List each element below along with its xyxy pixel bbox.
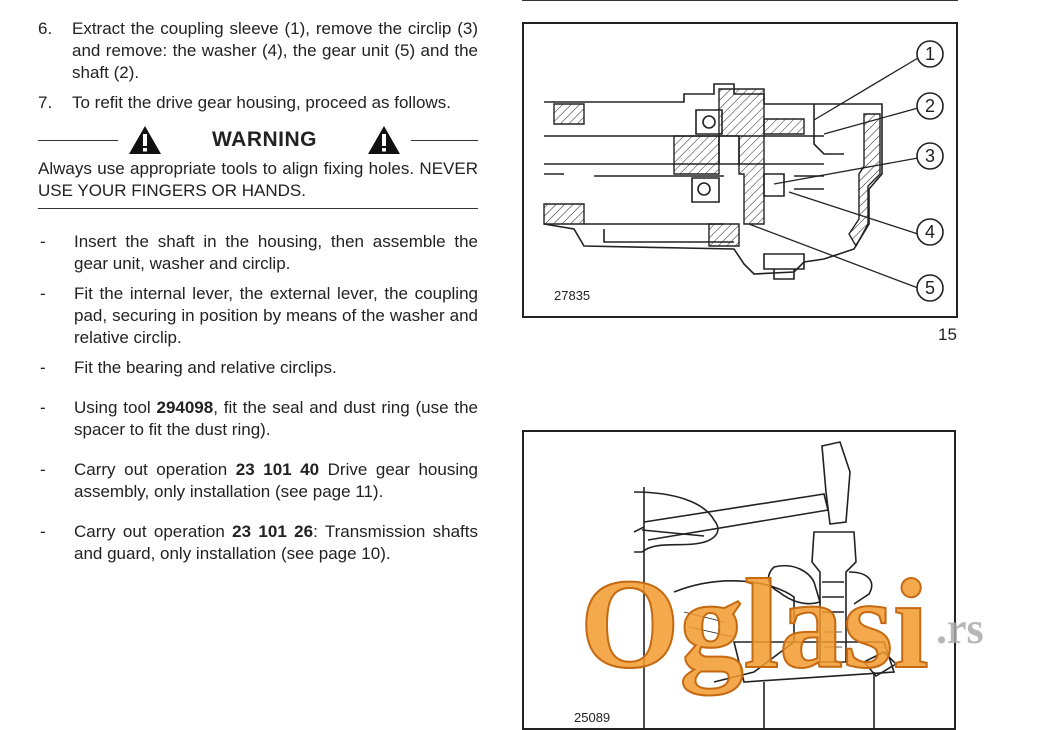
step-text: Extract the coupling sleeve (1), remove the circlip (3) and remove: the washer (4), the gear unit (5) and the shaft (2). <box>72 19 478 82</box>
bullet-text: Fit the internal lever, the external lever, the coupling pad, securing in position by means of the washer and relative circlip. <box>74 284 478 347</box>
callout-label: 3 <box>924 146 936 166</box>
callout-label: 5 <box>924 278 936 298</box>
figure-page-number: 15 <box>938 325 957 344</box>
warning-text: Always use appropriate tools to align fixing holes. NEVER USE YOUR FINGERS OR HANDS. <box>38 159 478 200</box>
cross-section-figure <box>522 22 958 318</box>
bullet-item <box>38 357 478 379</box>
bullet-dash: - <box>40 358 46 377</box>
warning-rule-left <box>38 140 118 141</box>
warning-triangle-icon <box>128 125 162 155</box>
bullet-dash: - <box>40 232 46 251</box>
step-7 <box>38 92 478 114</box>
callout-label: 4 <box>924 222 936 242</box>
step-number: 7. <box>38 93 53 112</box>
step-6 <box>38 18 478 84</box>
bullet-text-pre: Carry out operation <box>74 522 233 541</box>
tool-number: 294098 <box>156 398 214 417</box>
bullet-text-pre: Carry out operation <box>74 460 236 479</box>
bullet-text-post: , fit the seal and dust ring (use the spacer to fit the dust ring). <box>74 398 478 439</box>
operation-number: 23 101 26 <box>232 522 314 541</box>
warning-label: WARNING <box>212 128 317 151</box>
bullet-text: Fit the bearing and relative circlips. <box>74 358 337 377</box>
bullet-text-pre: Using tool <box>74 398 157 417</box>
oglasi-watermark-logo <box>580 555 1010 705</box>
bullet-dash: - <box>40 398 46 417</box>
watermark-suffix: .rs <box>936 604 984 653</box>
bullet-text-post: Drive gear housing assembly, only installation (see page 11). <box>74 460 478 501</box>
callout-label: 1 <box>924 44 936 64</box>
warning-bottom-rule <box>38 208 478 209</box>
bullet-text-post: : Transmission shafts and guard, only installation (see page 10). <box>74 522 478 563</box>
bullet-item <box>38 283 478 349</box>
bullet-text <box>74 459 478 503</box>
instructions-column <box>38 18 478 573</box>
warning-rule-right <box>411 140 478 141</box>
figure-number: 25089 <box>574 710 611 725</box>
bullet-text: Insert the shaft in the housing, then assemble the gear unit, washer and circlip. <box>74 232 478 273</box>
bullet-item <box>38 459 478 503</box>
bullet-item <box>38 521 478 565</box>
bullet-dash: - <box>40 284 46 303</box>
bullet-item <box>38 397 478 441</box>
watermark-text: Oglasi <box>580 555 929 695</box>
bullet-dash: - <box>40 522 46 541</box>
bullet-text <box>74 521 478 565</box>
bullet-dash: - <box>40 460 46 479</box>
gear-housing-section-drawing <box>524 24 956 316</box>
bullet-text <box>74 397 478 441</box>
warning-triangle-icon <box>367 125 401 155</box>
warning-header <box>38 122 478 158</box>
step-number: 6. <box>38 19 53 38</box>
step-text: To refit the drive gear housing, proceed as follows. <box>72 93 451 112</box>
operation-number: 23 101 40 <box>235 460 320 479</box>
bullet-item <box>38 231 478 275</box>
top-rule <box>522 0 958 1</box>
figure-number: 27835 <box>554 288 591 303</box>
callout-label: 2 <box>924 96 936 116</box>
